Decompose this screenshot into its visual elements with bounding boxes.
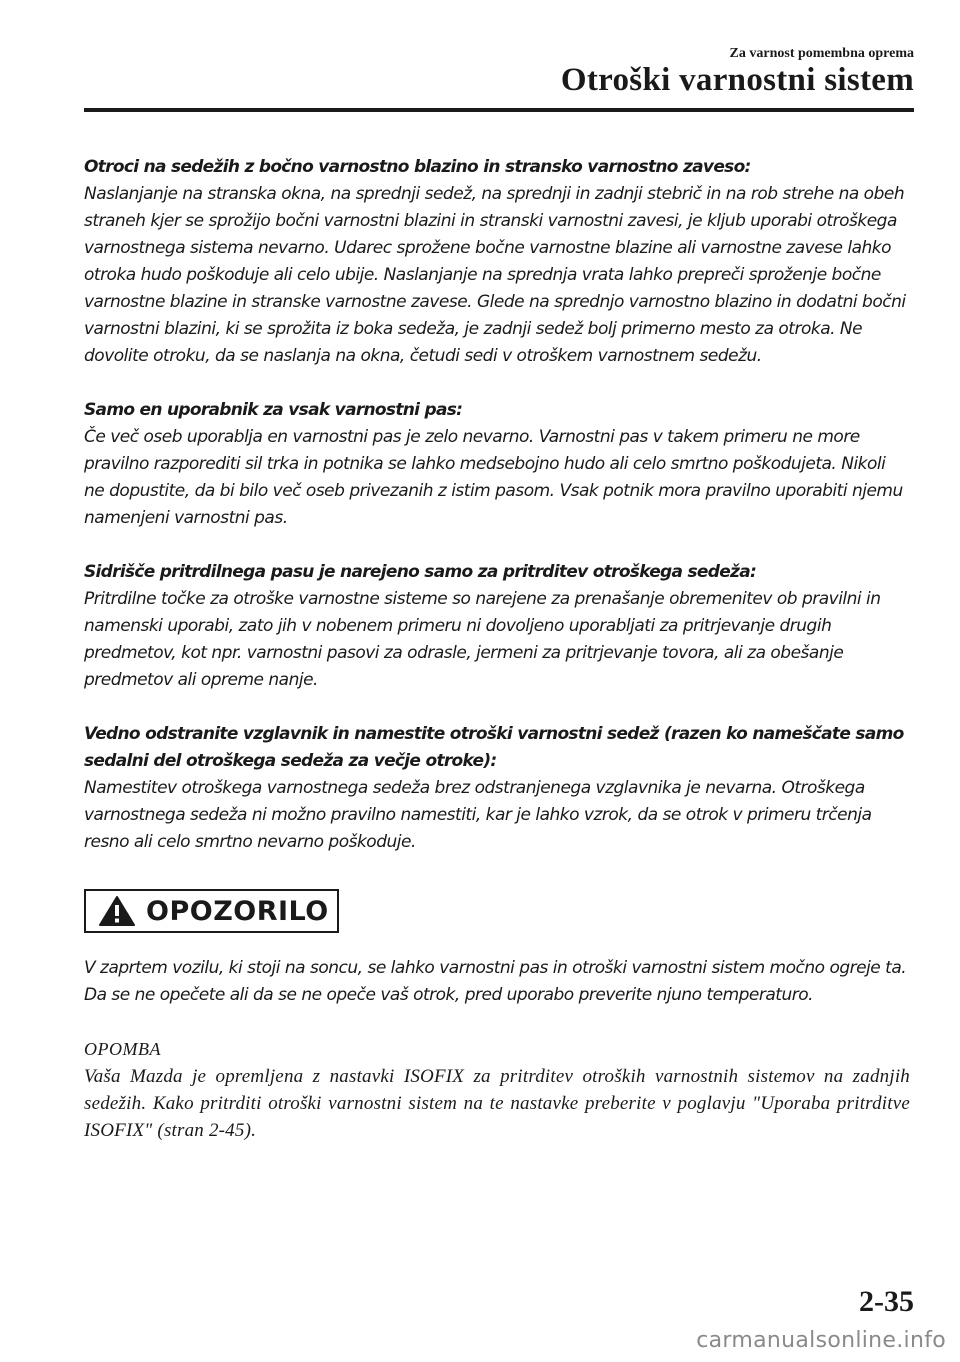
warning-label: OPOZORILO [146, 895, 329, 927]
warning-text: V zaprtem vozilu, ki stoji na soncu, se lahko varnostni pas in otroški varnostni sistem močno ogreje ta. Da se ne opečete ali da se ne opeče vaš otrok, pred uporabo preverite njuno temperaturo. [84, 958, 907, 1005]
block-text: Naslanjanje na stranska okna, na sprednji sedež, na sprednji in zadnji stebrič in na rob strehe na obeh straneh kjer se sprožijo bočni varnostni blazini in stranski varnostni zavesi, je kljub uporabi otroškega varnostnega sistema nevarno. Udarec sprožene bočne varnostne blazine ali varnostne zavese lahko otroka hudo poškoduje ali celo ubije. Naslanjanje na sprednja vrata lahko prepreči sproženje bočne varnostne blazine in stranske varnostne zavese. Glede na sprednjo varnostno blazino in dodatni bočni varnostni blazini, ki se sprožita iz boka sedeža, je zadnji sedež bolj primerno mesto za otroka. Ne dovolite otroku, da se naslanja na okna, četudi sedi v otroškem varnostnem sedežu. [84, 184, 906, 366]
block-heading: Sidrišče pritrdilnega pasu je narejeno samo za pritrditev otroškega sedeža: [84, 562, 757, 582]
block-one-user [84, 397, 910, 532]
page-title: Otroški varnostni sistem [560, 62, 914, 98]
block-text: Pritrdilne točke za otroške varnostne sisteme so narejene za prenašanje obremenitev ob pravilni in namenski uporabi, zato jih v nobenem primeru ni dovoljeno uporabljati za pritrjevanje drugih predmetov, kot npr. varnostni pasovi za odrasle, jermeni za pritrjevanje tovora, ali za obešanje predmetov ali opreme nanje. [84, 589, 881, 690]
block-anchor [84, 559, 910, 694]
block-heading: Vedno odstranite vzglavnik in namestite otroški varnostni sedež (razen ko nameščate samo sedalni del otroškega sedeža za večje otroke): [84, 724, 904, 771]
warning-triangle-icon [98, 895, 136, 927]
block-side-airbags [84, 154, 910, 370]
watermark: carmanualsonline.info [696, 1328, 946, 1353]
note-text: Vaša Mazda je opremljena z nastavki ISOFIX za pritrditev otroških varnostnih sistemov na zadnjih sedežih. Kako pritrditi otroški varnostni sistem na te nastavke preberite v poglavju "Uporaba pritrditve ISOFIX" (stran 2-45). [84, 1066, 910, 1141]
header-section: Za varnost pomembna oprema [729, 46, 914, 61]
block-heading: Samo en uporabnik za vsak varnostni pas: [84, 400, 463, 420]
block-heading: Otroci na sedežih z bočno varnostno blazino in stransko varnostno zaveso: [84, 157, 751, 177]
warning-box [84, 889, 339, 933]
block-text: Namestitev otroškega varnostnega sedeža brez odstranjenega vzglavnika je nevarna. Otroškega varnostnega sedeža ni možno pravilno namestiti, kar je lahko vzrok, da se otrok v primeru trčenja resno ali celo smrtno nevarno poškoduje. [84, 778, 872, 852]
note-title: OPOMBA [84, 1039, 161, 1059]
block-text: Če več oseb uporablja en varnostni pas je zelo nevarno. Varnostni pas v takem primeru ne more pravilno razporediti sil trka in potnika se lahko medsebojno hudo ali celo smrtno poškodujeta. Nikoli ne dopustite, da bi bilo več oseb privezanih z istim pasom. Vsak potnik mora pravilno uporabiti njemu namenjeni varnostni pas. [84, 427, 903, 528]
header-rule [84, 108, 914, 112]
page-number: 2-35 [859, 1285, 914, 1318]
content [84, 154, 910, 1144]
block-headrest [84, 721, 910, 856]
